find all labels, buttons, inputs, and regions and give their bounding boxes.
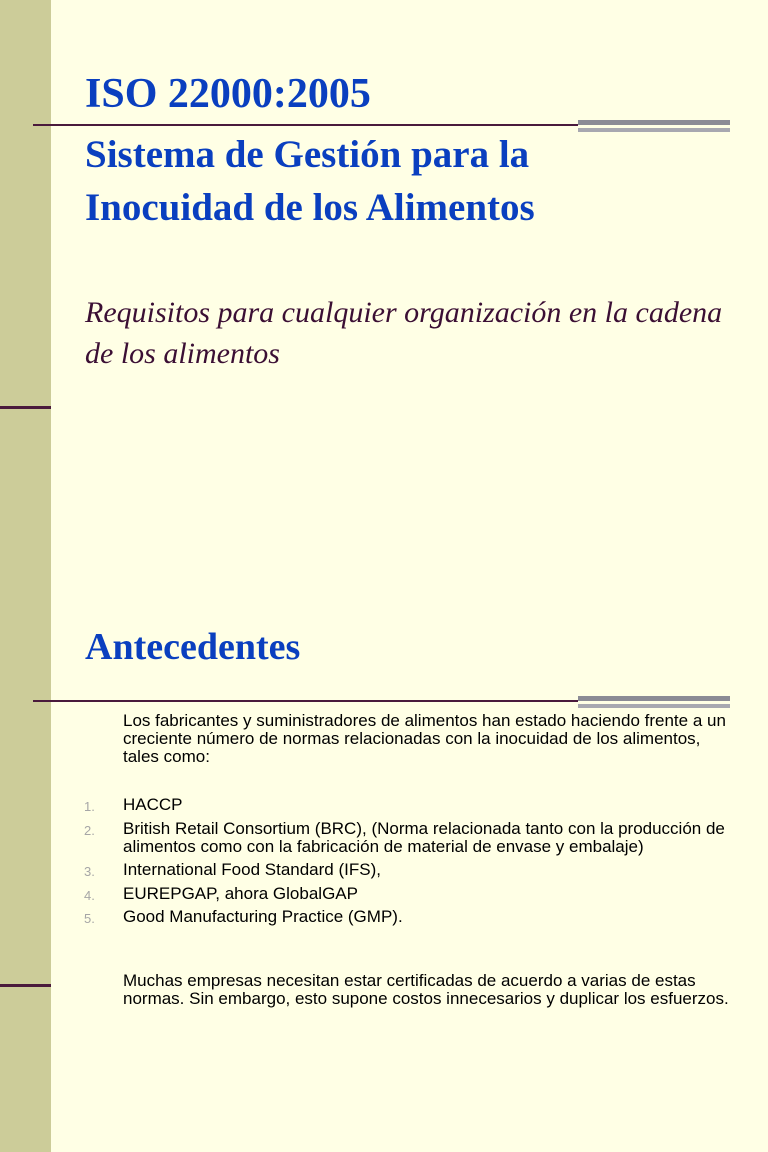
list-text: International Food Standard (IFS), <box>123 860 381 879</box>
slide-title: ISO 22000:2005 <box>85 71 371 117</box>
list-text: British Retail Consortium (BRC), (Norma relacionada tanto con la producción de alimentos como con la fabricación de material de envase y embalaje) <box>123 818 725 856</box>
list-number: 4. <box>84 887 95 903</box>
heading-rule <box>33 700 578 702</box>
standards-list <box>0 796 740 932</box>
slide-subtitle: Sistema de Gestión para la Inocuidad de los Alimentos <box>85 133 535 229</box>
list-text: Good Manufacturing Practice (GMP). <box>123 907 403 926</box>
slide-2 <box>0 576 768 1152</box>
title-rule <box>33 124 578 126</box>
list-text: EUREPGAP, ahora GlobalGAP <box>123 883 358 903</box>
slide-heading: Antecedentes <box>85 626 301 668</box>
list-number: 5. <box>84 911 95 926</box>
heading-rule-accent <box>578 696 730 710</box>
list-item <box>0 796 740 814</box>
list-item <box>0 885 740 903</box>
list-number: 1. <box>84 799 95 814</box>
intro-paragraph: Los fabricantes y suministradores de alimentos han estado haciendo frente a un creciente número de normas relacionadas con la inocuidad de los alimentos, tales como: <box>123 711 726 766</box>
list-item <box>0 861 740 879</box>
list-item <box>0 908 740 926</box>
sidebar-mark <box>0 984 51 987</box>
sidebar-mark <box>0 406 51 409</box>
list-number: 2. <box>84 822 95 838</box>
list-number: 3. <box>84 864 95 879</box>
slide-tagline: Requisitos para cualquier organización en la cadena de los alimentos <box>85 296 723 370</box>
list-item <box>0 820 740 856</box>
outro-paragraph: Muchas empresas necesitan estar certificadas de acuerdo a varias de estas normas. Sin embargo, esto supone costos innecesarios y duplicar los esfuerzos. <box>123 971 729 1008</box>
list-text: HACCP <box>123 795 183 814</box>
sidebar-band <box>0 0 51 576</box>
